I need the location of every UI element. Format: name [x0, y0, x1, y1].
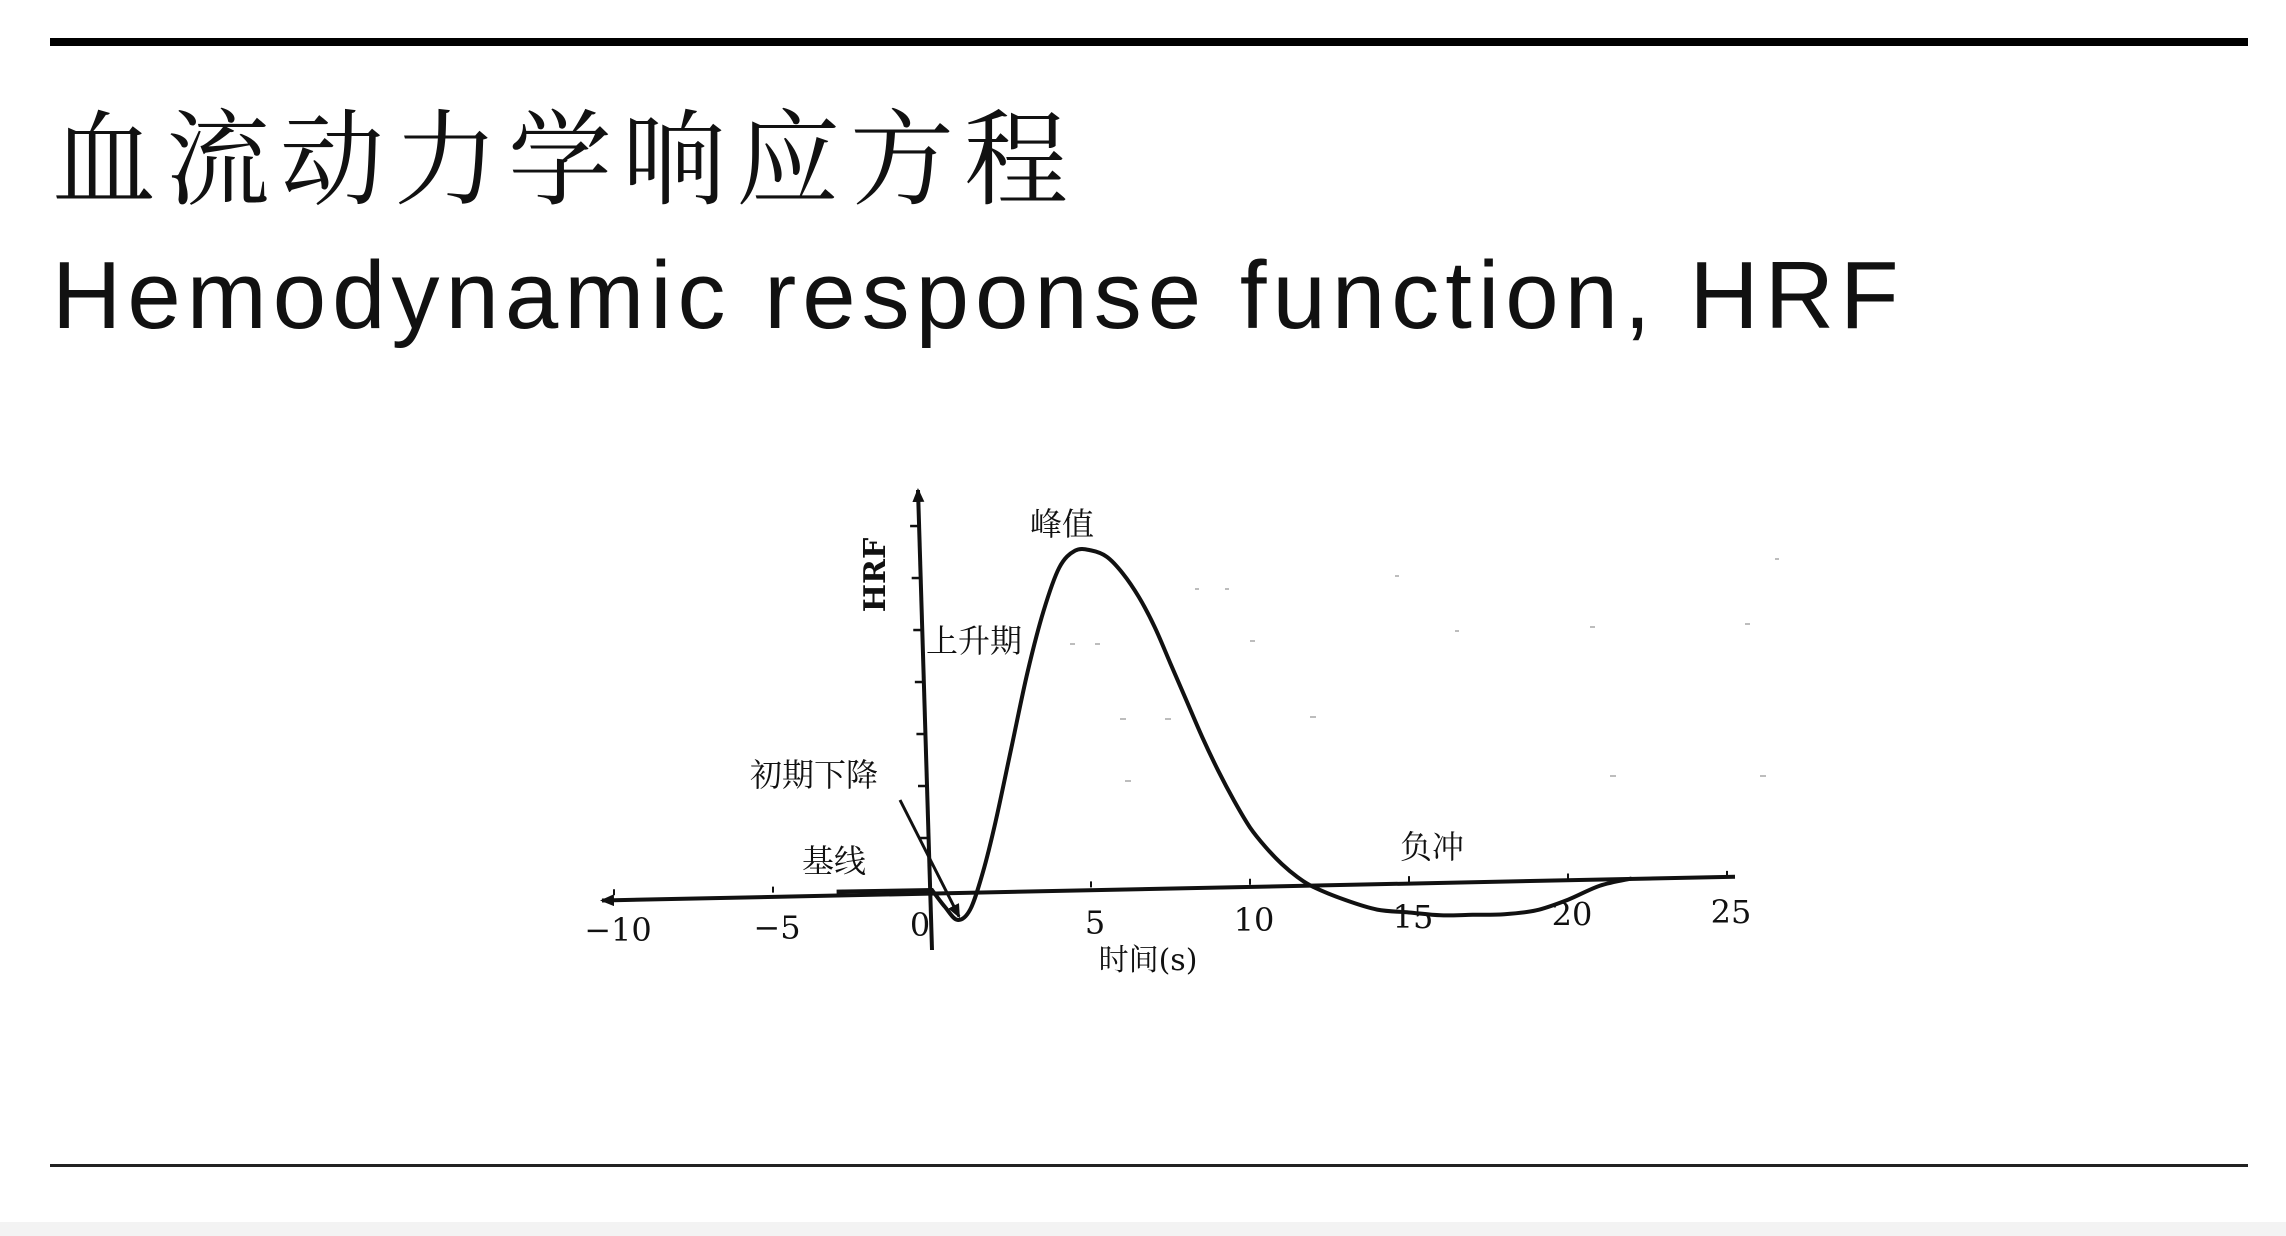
annotation-peak: 峰值 — [1030, 505, 1095, 543]
footer-band — [0, 1222, 2286, 1236]
x-tick-label: 20 — [1551, 895, 1593, 934]
annotation-undershoot: 负冲 — [1400, 828, 1465, 866]
hrf-series-line — [837, 549, 1632, 920]
annotation-rise: 上升期 — [926, 622, 1023, 660]
scan-specks — [1070, 558, 1779, 782]
annotation-baseline: 基线 — [802, 842, 867, 880]
x-tick-label: 10 — [1233, 900, 1275, 939]
x-tick-label: −5 — [753, 908, 801, 947]
x-tick-label: 0 — [909, 906, 931, 944]
x-tick-labels — [584, 893, 1751, 949]
x-tick-label: 5 — [1084, 903, 1106, 942]
bottom-rule — [50, 1164, 2248, 1167]
x-tick-label: 15 — [1392, 898, 1434, 937]
x-tick-marks — [614, 871, 1727, 895]
y-axis-label: HRF — [858, 537, 893, 613]
slide-title-chinese: 血流动力学响应方程 — [52, 99, 1079, 221]
annotation-initial-dip: 初期下降 — [750, 756, 879, 794]
x-tick-label: 25 — [1710, 892, 1752, 931]
slide-title-english: Hemodynamic response function, HRF — [52, 242, 1905, 349]
x-axis-label: 时间(s) — [1098, 943, 1198, 978]
y-axis — [918, 490, 932, 950]
x-tick-label: −10 — [584, 911, 652, 950]
